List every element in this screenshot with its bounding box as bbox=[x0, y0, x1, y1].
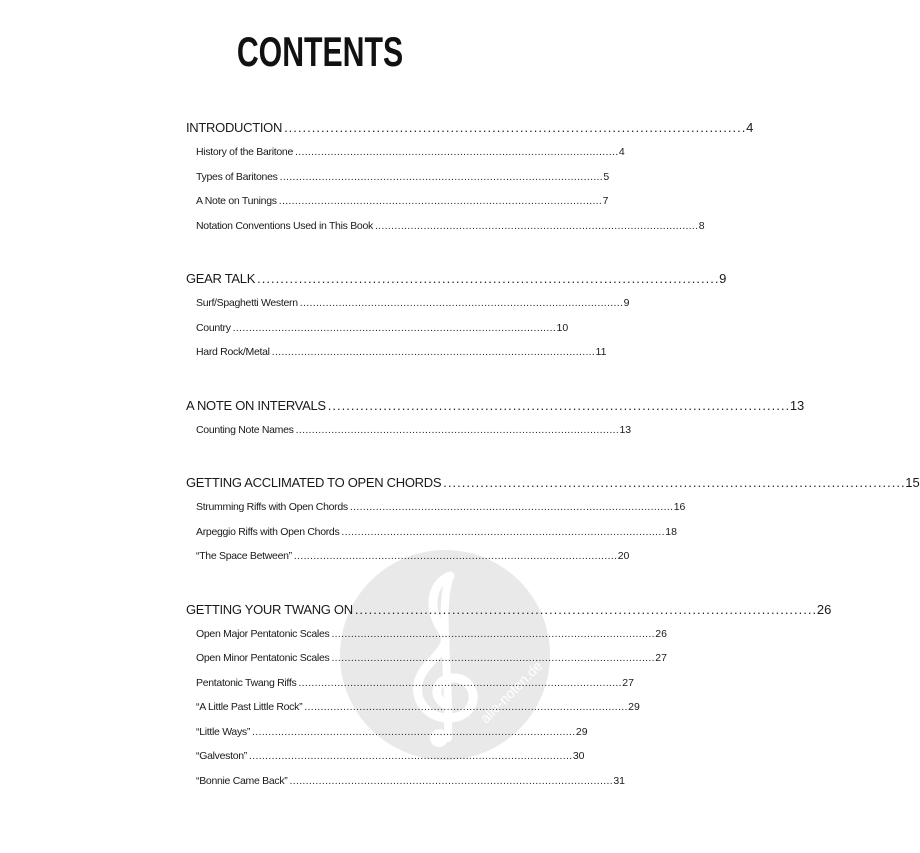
dot-leader bbox=[298, 297, 624, 309]
subentry-page-number: 8 bbox=[698, 219, 705, 232]
subentry-title: “Little Ways” bbox=[196, 725, 251, 738]
dot-leader bbox=[255, 271, 719, 286]
dot-leader bbox=[441, 475, 905, 490]
dot-leader bbox=[353, 602, 817, 617]
toc-subentry[interactable] bbox=[186, 297, 630, 322]
dot-leader bbox=[277, 195, 603, 207]
subentry-title: Country bbox=[196, 321, 231, 334]
subentry-title: Strumming Riffs with Open Chords bbox=[196, 501, 348, 513]
dot-leader bbox=[270, 346, 596, 358]
toc-chapter-entry[interactable] bbox=[186, 601, 832, 628]
subentry-title: Arpeggio Riffs with Open Chords bbox=[196, 525, 340, 538]
toc-subentry[interactable] bbox=[186, 170, 610, 196]
toc-subentry[interactable] bbox=[186, 501, 686, 526]
chapter-title: GETTING ACCLIMATED TO OPEN CHORDS bbox=[186, 475, 442, 490]
chapter-page-number: 15 bbox=[905, 475, 920, 490]
chapter-page-number: 26 bbox=[816, 601, 832, 617]
subentry-page-number: 16 bbox=[673, 501, 686, 513]
toc-subentry[interactable] bbox=[186, 627, 667, 653]
toc-subentry[interactable] bbox=[186, 525, 677, 551]
subentry-title: Pentatonic Twang Riffs bbox=[196, 676, 297, 689]
toc-subentry[interactable] bbox=[186, 321, 569, 347]
subentry-title: “The Space Between” bbox=[196, 550, 292, 562]
toc-subentry[interactable] bbox=[186, 195, 609, 220]
toc-subentry[interactable] bbox=[186, 652, 667, 677]
toc-subentry[interactable] bbox=[186, 725, 588, 751]
subentry-page-number: 27 bbox=[655, 652, 667, 664]
toc-section bbox=[186, 271, 727, 371]
dot-leader bbox=[293, 146, 619, 158]
subentry-page-number: 26 bbox=[655, 627, 667, 640]
dot-leader bbox=[287, 775, 613, 787]
toc-chapter-entry[interactable] bbox=[186, 475, 920, 501]
toc-subentry[interactable] bbox=[186, 701, 640, 726]
dot-leader bbox=[294, 424, 620, 436]
subentry-page-number: 10 bbox=[556, 321, 569, 334]
chapter-title: A NOTE ON INTERVALS bbox=[186, 397, 326, 413]
page-title: CONTENTS bbox=[236, 28, 404, 75]
dot-leader bbox=[247, 750, 573, 762]
subentry-page-number: 5 bbox=[603, 170, 610, 183]
dot-leader bbox=[326, 398, 790, 413]
subentry-title: Open Minor Pentatonic Scales bbox=[196, 652, 330, 664]
toc-subentry[interactable] bbox=[186, 146, 625, 171]
subentry-page-number: 9 bbox=[623, 297, 630, 309]
toc-chapter-entry[interactable] bbox=[186, 271, 727, 297]
subentry-page-number: 27 bbox=[622, 676, 634, 689]
chapter-title: GEAR TALK bbox=[186, 271, 256, 286]
subentry-page-number: 18 bbox=[665, 525, 677, 538]
toc-subentry[interactable] bbox=[186, 676, 634, 702]
toc-section bbox=[186, 120, 754, 244]
subentry-title: Notation Conventions Used in This Book bbox=[196, 219, 373, 232]
subentry-page-number: 7 bbox=[602, 195, 609, 207]
dot-leader bbox=[292, 550, 618, 562]
dot-leader bbox=[231, 322, 557, 334]
watermark-text: alle-noten.de bbox=[476, 657, 546, 727]
toc-section bbox=[186, 475, 920, 575]
toc-subentry[interactable] bbox=[186, 219, 705, 245]
subentry-page-number: 20 bbox=[617, 550, 630, 562]
toc-subentry[interactable] bbox=[186, 346, 607, 371]
subentry-title: History of the Baritone bbox=[196, 146, 293, 158]
subentry-title: “Bonnie Came Back” bbox=[196, 774, 288, 787]
chapter-page-number: 13 bbox=[789, 397, 805, 413]
chapter-title: GETTING YOUR TWANG ON bbox=[186, 601, 353, 617]
subentry-page-number: 11 bbox=[595, 346, 607, 358]
toc-subentry[interactable] bbox=[186, 550, 630, 575]
subentry-page-number: 29 bbox=[628, 701, 640, 713]
toc-section bbox=[186, 397, 805, 449]
subentry-title: Hard Rock/Metal bbox=[196, 346, 270, 358]
dot-leader bbox=[329, 628, 655, 640]
chapter-page-number: 9 bbox=[719, 271, 727, 286]
dot-leader bbox=[302, 701, 628, 713]
dot-leader bbox=[339, 526, 665, 538]
subentry-title: Open Major Pentatonic Scales bbox=[196, 627, 330, 640]
subentry-title: Counting Note Names bbox=[196, 423, 294, 436]
subentry-title: A Note on Tunings bbox=[196, 195, 277, 207]
chapter-title: INTRODUCTION bbox=[186, 120, 283, 135]
chapter-page-number: 4 bbox=[746, 120, 754, 135]
subentry-page-number: 13 bbox=[619, 423, 632, 436]
dot-leader bbox=[278, 171, 604, 183]
toc-subentry[interactable] bbox=[186, 774, 626, 800]
subentry-title: Surf/Spaghetti Western bbox=[196, 297, 298, 309]
dot-leader bbox=[329, 652, 655, 664]
toc-subentry[interactable] bbox=[186, 423, 632, 449]
toc-subentry[interactable] bbox=[186, 750, 585, 775]
dot-leader bbox=[250, 726, 576, 738]
subentry-title: Types of Baritones bbox=[196, 170, 278, 183]
subentry-page-number: 30 bbox=[572, 750, 585, 762]
subentry-title: “Galveston” bbox=[196, 750, 247, 762]
toc-chapter-entry[interactable] bbox=[186, 120, 754, 146]
subentry-page-number: 4 bbox=[618, 146, 625, 158]
dot-leader bbox=[282, 120, 746, 135]
subentry-page-number: 29 bbox=[575, 725, 588, 738]
dot-leader bbox=[296, 677, 622, 689]
dot-leader bbox=[373, 220, 699, 232]
toc-chapter-entry[interactable] bbox=[186, 397, 805, 424]
dot-leader bbox=[348, 501, 674, 513]
subentry-title: “A Little Past Little Rock” bbox=[196, 701, 303, 713]
subentry-page-number: 31 bbox=[613, 774, 626, 787]
